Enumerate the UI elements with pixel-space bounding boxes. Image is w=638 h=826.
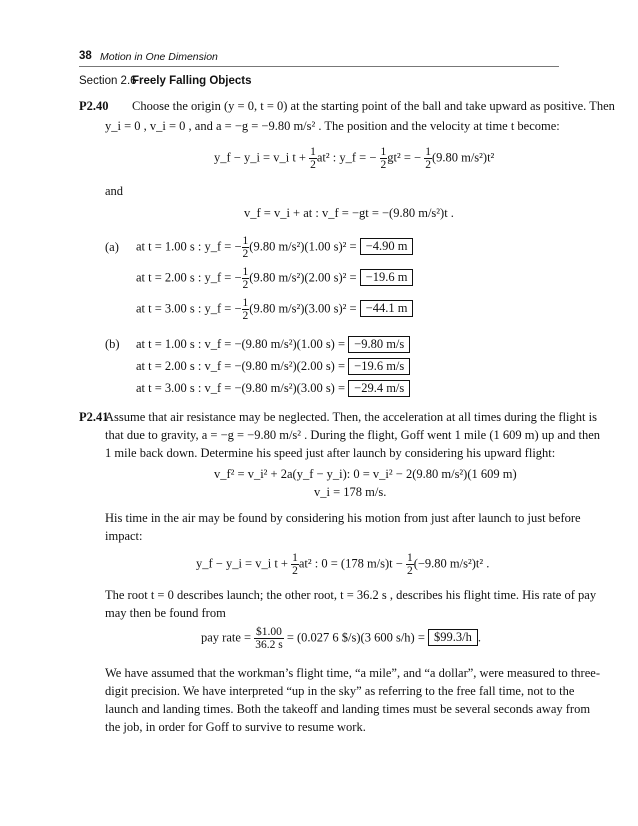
frac-den: 2 [242, 310, 249, 322]
row-lhs: at t = 3.00 s : v_f = −(9.80 m/s²)(3.00 s) = [136, 381, 346, 395]
p240-velocity-equation: v_f = v_i + at : v_f = −gt = −(9.80 m/s²)t . [244, 206, 454, 220]
eq-part: = (0.027 6 $/s)(3 600 s/h) = [283, 630, 425, 645]
eq-part: (−9.80 m/s²)t² . [413, 556, 490, 571]
row-lhs: at t = 2.00 s : v_f = −(9.80 m/s²)(2.00 s) = [136, 359, 346, 373]
part-a-row-1 [136, 235, 413, 260]
frac-den: 36.2 s [255, 639, 283, 651]
fraction-half [406, 552, 414, 577]
header-rule [79, 66, 559, 67]
p241-para4-line3: launch and landing times. Both the takeoff and landing times must be several seconds away from [105, 702, 591, 716]
p241-speed-equation-1: v_f² = v_i² + 2a(y_f − y_i): 0 = v_i² − 2(9.80 m/s²)(1 609 m) [214, 467, 517, 481]
frac-den: 2 [310, 159, 316, 171]
eq-part: (9.80 m/s²)t² [431, 150, 495, 165]
row-lhs: at t = 1.00 s : y_f = − [136, 239, 242, 254]
eq-part: y_f − y_i = v_i t + [214, 150, 310, 165]
row-lhs: at t = 3.00 s : y_f = − [136, 301, 242, 316]
page-number: 38 [79, 50, 92, 62]
p241-para4-line2: digit precision. We have interpreted “up in the sky” as referring to the free fall time, not to the [105, 684, 575, 698]
p241-para1-line1: Assume that air resistance may be neglected. Then, the acceleration at all times during the flight is [105, 410, 597, 424]
p241-para3-line1: The root t = 0 describes launch; the other root, t = 36.2 s , describes his flight time. His rate of pay [105, 588, 597, 602]
result-box: −19.6 m/s [348, 358, 410, 375]
frac-den: 2 [292, 565, 298, 577]
p241-para3-line2: may then be found from [105, 606, 226, 620]
part-b-row-2 [136, 358, 410, 375]
result-box: −9.80 m/s [348, 336, 410, 353]
row-rhs: (9.80 m/s²)(3.00 s)² = [249, 301, 357, 316]
p241-speed-equation-2: v_i = 178 m/s. [314, 485, 387, 499]
p240-intro-line1: Choose the origin (y = 0, t = 0) at the starting point of the ball and take upward as positive. Then [132, 99, 615, 113]
eq-part: at² : 0 = (178 m/s)t − [298, 556, 406, 571]
result-box: $99.3/h [428, 629, 478, 646]
section-title: Freely Falling Objects [132, 75, 252, 87]
part-a-row-2 [136, 266, 413, 291]
fraction-pay [254, 626, 283, 651]
p241-para4-line1: We have assumed that the workman’s flight time, “a mile”, and “a dollar”, were measured to three- [105, 666, 600, 680]
frac-den: 2 [380, 159, 387, 171]
frac-num: 1 [242, 266, 249, 278]
row-rhs: (9.80 m/s²)(1.00 s)² = [249, 239, 357, 254]
frac-num: 1 [406, 552, 413, 564]
row-lhs: at t = 2.00 s : y_f = − [136, 270, 242, 285]
frac-num: 1 [242, 235, 249, 247]
part-a-label: (a) [105, 240, 119, 254]
p241-pay-equation [201, 626, 481, 651]
frac-num: $1.00 [256, 626, 282, 638]
p241-time-equation [196, 552, 489, 577]
p240-intro-line2: y_i = 0 , v_i = 0 , and a = −g = −9.80 m/s² . The position and the velocity at time t become: [105, 119, 560, 133]
frac-num: 1 [310, 146, 316, 158]
row-lhs: at t = 1.00 s : v_f = −(9.80 m/s²)(1.00 s) = [136, 337, 346, 351]
frac-den: 2 [242, 248, 249, 260]
result-box: −44.1 m [360, 300, 414, 317]
p240-position-equation [214, 146, 494, 171]
p241-para4-line4: the job, in order for Goff to survive to resume work. [105, 720, 366, 734]
eq-part: . [477, 630, 481, 645]
result-box: −4.90 m [360, 238, 414, 255]
p241-para2-line1: His time in the air may be found by considering his motion from just after launch to just before [105, 511, 581, 525]
eq-part: gt² = − [387, 150, 425, 165]
running-title: Motion in One Dimension [100, 51, 218, 63]
frac-den: 2 [406, 565, 413, 577]
frac-num: 1 [380, 146, 387, 158]
part-b-row-3 [136, 380, 410, 397]
frac-num: 1 [292, 552, 298, 564]
result-box: −29.4 m/s [348, 380, 410, 397]
p241-para1-line2: that due to gravity, a = −g = −9.80 m/s² . During the flight, Goff went 1 mile (1 609 m) up and then [105, 428, 601, 442]
frac-num: 1 [425, 146, 431, 158]
frac-num: 1 [242, 297, 249, 309]
p241-para2-line2: impact: [105, 529, 143, 543]
problem-label-p240: P2.40 [79, 99, 109, 113]
and-word: and [105, 184, 124, 198]
problem-label-p241: P2.41 [79, 410, 109, 424]
eq-part: pay rate = [201, 630, 255, 645]
fraction-half [291, 552, 299, 577]
frac-den: 2 [425, 159, 431, 171]
fraction-half [424, 146, 432, 171]
row-rhs: (9.80 m/s²)(2.00 s)² = [249, 270, 357, 285]
frac-den: 2 [242, 279, 249, 291]
fraction-half [309, 146, 317, 171]
eq-part: at² : y_f = − [316, 150, 380, 165]
part-b-label: (b) [105, 337, 120, 351]
part-a-row-3 [136, 297, 413, 322]
result-box: −19.6 m [360, 269, 414, 286]
part-b-row-1 [136, 336, 410, 353]
eq-part: y_f − y_i = v_i t + [196, 556, 292, 571]
p241-para1-line3: 1 mile back down. Determine his speed just after launch by considering his upward flight: [105, 446, 556, 460]
section-number: Section 2.6 [79, 75, 137, 87]
